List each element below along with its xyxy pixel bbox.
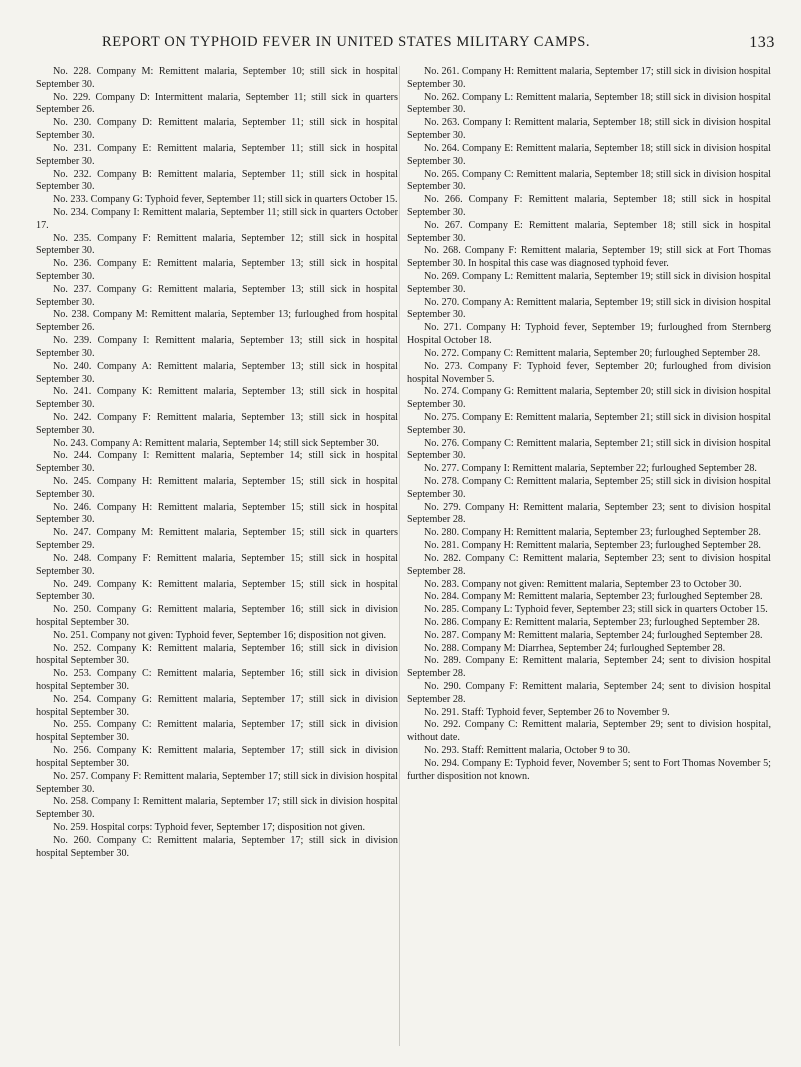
- case-entry: No. 257. Company F: Remittent malaria, September 17; still sick in division hospital September 30.: [36, 770, 398, 795]
- case-entry: No. 238. Company M: Remittent malaria, September 13; furloughed from hospital September 26.: [36, 309, 398, 334]
- case-entry: No. 248. Company F: Remittent malaria, September 15; still sick in hospital September 30.: [36, 552, 398, 577]
- case-entry: No. 245. Company H: Remittent malaria, September 15; still sick in hospital September 30.: [36, 476, 398, 500]
- column-divider: [399, 66, 400, 1046]
- case-entry: No. 274. Company G: Remittent malaria, September 20; still sick in division hospital September 30.: [407, 386, 771, 411]
- case-entry: No. 288. Company M: Diarrhea, September 24; furloughed September 28.: [424, 642, 726, 654]
- case-entry: No. 259. Hospital corps: Typhoid fever, September 17; disposition not given.: [53, 821, 365, 833]
- case-entry: No. 284. Company M: Remittent malaria, September 23; furloughed September 28.: [424, 591, 763, 603]
- case-entry: No. 262. Company L: Remittent malaria, September 18; still sick in division hospital September 30.: [407, 91, 771, 116]
- case-entry: No. 268. Company F: Remittent malaria, September 19; still sick at Fort Thomas September 30. In hospital this case was diagnosed typhoid fever.: [407, 245, 771, 270]
- case-entry: No. 286. Company E: Remittent malaria, September 23; furloughed September 28.: [424, 616, 760, 628]
- case-entry: No. 264. Company E: Remittent malaria, September 18; still sick in division hospital September 30.: [407, 142, 771, 167]
- right-column: [407, 66, 771, 784]
- case-entry: No. 241. Company K: Remittent malaria, September 13; still sick in hospital September 30.: [36, 386, 398, 411]
- case-entry: No. 292. Company C: Remittent malaria, September 29; sent to division hospital, without date.: [407, 719, 771, 744]
- case-entry: No. 271. Company H: Typhoid fever, September 19; furloughed from Sternberg Hospital October 18.: [407, 322, 771, 347]
- case-entry: No. 244. Company I: Remittent malaria, September 14; still sick in hospital September 30.: [36, 450, 398, 475]
- page-number: 133: [749, 34, 775, 51]
- case-entry: No. 255. Company C: Remittent malaria, September 17; still sick in division hospital September 30.: [36, 719, 398, 744]
- case-entry: No. 290. Company F: Remittent malaria, September 24; sent to division hospital September 28.: [407, 681, 771, 705]
- case-entry: No. 237. Company G: Remittent malaria, September 13; still sick in hospital September 30.: [36, 283, 398, 308]
- case-entry: No. 250. Company G: Remittent malaria, September 16; still sick in division hospital September 30.: [36, 604, 398, 628]
- case-entry: No. 256. Company K: Remittent malaria, September 17; still sick in division hospital September 30.: [36, 745, 398, 769]
- case-entry: No. 261. Company H: Remittent malaria, September 17; still sick in division hospital September 30.: [407, 66, 771, 90]
- case-entry: No. 234. Company I: Remittent malaria, September 11; still sick in quarters October 17.: [36, 206, 398, 231]
- case-entry: No. 267. Company E: Remittent malaria, September 18; still sick in hospital September 30.: [407, 219, 771, 244]
- case-entry: No. 279. Company H: Remittent malaria, September 23; sent to division hospital September 28.: [407, 501, 771, 526]
- case-entry: No. 252. Company K: Remittent malaria, September 16; still sick in division hospital September 30.: [36, 642, 398, 667]
- header-title: REPORT ON TYPHOID FEVER IN UNITED STATES MILITARY CAMPS.: [102, 34, 591, 50]
- case-entry: No. 277. Company I: Remittent malaria, September 22; furloughed September 28.: [424, 463, 757, 475]
- case-entry: No. 243. Company A: Remittent malaria, September 14; still sick September 30.: [53, 437, 379, 449]
- case-entry: No. 233. Company G: Typhoid fever, September 11; still sick in quarters October 15.: [53, 194, 398, 206]
- case-entry: No. 236. Company E: Remittent malaria, September 13; still sick in hospital September 30.: [36, 258, 398, 282]
- case-entry: No. 230. Company D: Remittent malaria, September 11; still sick in hospital September 30.: [36, 117, 398, 142]
- case-entry: No. 278. Company C: Remittent malaria, September 25; still sick in division hospital September 30.: [407, 476, 771, 500]
- case-entry: No. 293. Staff: Remittent malaria, October 9 to 30.: [424, 745, 631, 757]
- case-entry: No. 282. Company C: Remittent malaria, September 23; sent to division hospital September 28.: [407, 552, 771, 577]
- case-entry: No. 287. Company M: Remittent malaria, September 24; furloughed September 28.: [424, 629, 763, 641]
- left-column: [36, 66, 398, 860]
- case-entry: No. 280. Company H: Remittent malaria, September 23; furloughed September 28.: [424, 527, 761, 539]
- case-entry: No. 240. Company A: Remittent malaria, September 13; still sick in hospital September 30.: [36, 360, 398, 385]
- case-entry: No. 254. Company G: Remittent malaria, September 17; still sick in division hospital September 30.: [36, 693, 398, 718]
- case-entry: No. 275. Company E: Remittent malaria, September 21; still sick in division hospital September 30.: [407, 411, 771, 436]
- case-entry: No. 285. Company L: Typhoid fever, September 23; still sick in quarters October 15.: [424, 604, 768, 616]
- case-entry: No. 232. Company B: Remittent malaria, September 11; still sick in hospital September 30.: [36, 168, 398, 193]
- case-entry: No. 249. Company K: Remittent malaria, September 15; still sick in hospital September 30.: [36, 578, 398, 603]
- case-entry: No. 291. Staff: Typhoid fever, September 26 to November 9.: [424, 706, 670, 718]
- case-entry: No. 273. Company F: Typhoid fever, September 20; furloughed from division hospital November 5.: [407, 360, 771, 385]
- case-entry: No. 276. Company C: Remittent malaria, September 21; still sick in division hospital September 30.: [407, 437, 771, 462]
- case-entry: No. 239. Company I: Remittent malaria, September 13; still sick in hospital September 30.: [36, 335, 398, 359]
- case-entry: No. 231. Company E: Remittent malaria, September 11; still sick in hospital September 30.: [36, 142, 398, 167]
- case-entry: No. 294. Company E: Typhoid fever, November 5; sent to Fort Thomas November 5; further disposition not known.: [407, 757, 771, 782]
- case-entry: No. 242. Company F: Remittent malaria, September 13; still sick in hospital September 30.: [36, 411, 398, 436]
- case-entry: No. 251. Company not given: Typhoid fever, September 16; disposition not given.: [53, 629, 387, 641]
- case-entry: No. 229. Company D: Intermittent malaria, September 11; still sick in quarters September 26.: [36, 91, 398, 116]
- case-entry: No. 258. Company I: Remittent malaria, September 17; still sick in division hospital September 30.: [36, 796, 398, 821]
- case-entry: No. 265. Company C: Remittent malaria, September 18; still sick in division hospital September 30.: [407, 168, 771, 193]
- case-entry: No. 246. Company H: Remittent malaria, September 15; still sick in hospital September 30.: [36, 501, 398, 526]
- case-entry: No. 260. Company C: Remittent malaria, September 17; still sick in division hospital September 30.: [36, 834, 398, 859]
- case-entry: No. 283. Company not given: Remittent malaria, September 23 to October 30.: [424, 578, 742, 590]
- case-entry: No. 266. Company F: Remittent malaria, September 18; still sick in hospital September 30.: [407, 194, 771, 218]
- case-entry: No. 247. Company M: Remittent malaria, September 15; still sick in quarters September 29.: [36, 527, 398, 552]
- case-entry: No. 235. Company F: Remittent malaria, September 12; still sick in hospital September 30.: [36, 232, 398, 257]
- case-entry: No. 289. Company E: Remittent malaria, September 24; sent to division hospital September 28.: [407, 655, 771, 680]
- case-entry: No. 269. Company L: Remittent malaria, September 19; still sick in division hospital September 30.: [407, 271, 771, 295]
- case-entry: No. 228. Company M: Remittent malaria, September 10; still sick in hospital September 30.: [36, 66, 398, 90]
- case-entry: No. 281. Company H: Remittent malaria, September 23; furloughed September 28.: [424, 540, 761, 552]
- case-entry: No. 272. Company C: Remittent malaria, September 20; furloughed September 28.: [424, 347, 761, 359]
- case-entry: No. 253. Company C: Remittent malaria, September 16; still sick in division hospital September 30.: [36, 668, 398, 692]
- running-header: [18, 34, 783, 54]
- case-entry: No. 270. Company A: Remittent malaria, September 19; still sick in division hospital September 30.: [407, 296, 771, 321]
- case-entry: No. 263. Company I: Remittent malaria, September 18; still sick in division hospital September 30.: [407, 117, 771, 142]
